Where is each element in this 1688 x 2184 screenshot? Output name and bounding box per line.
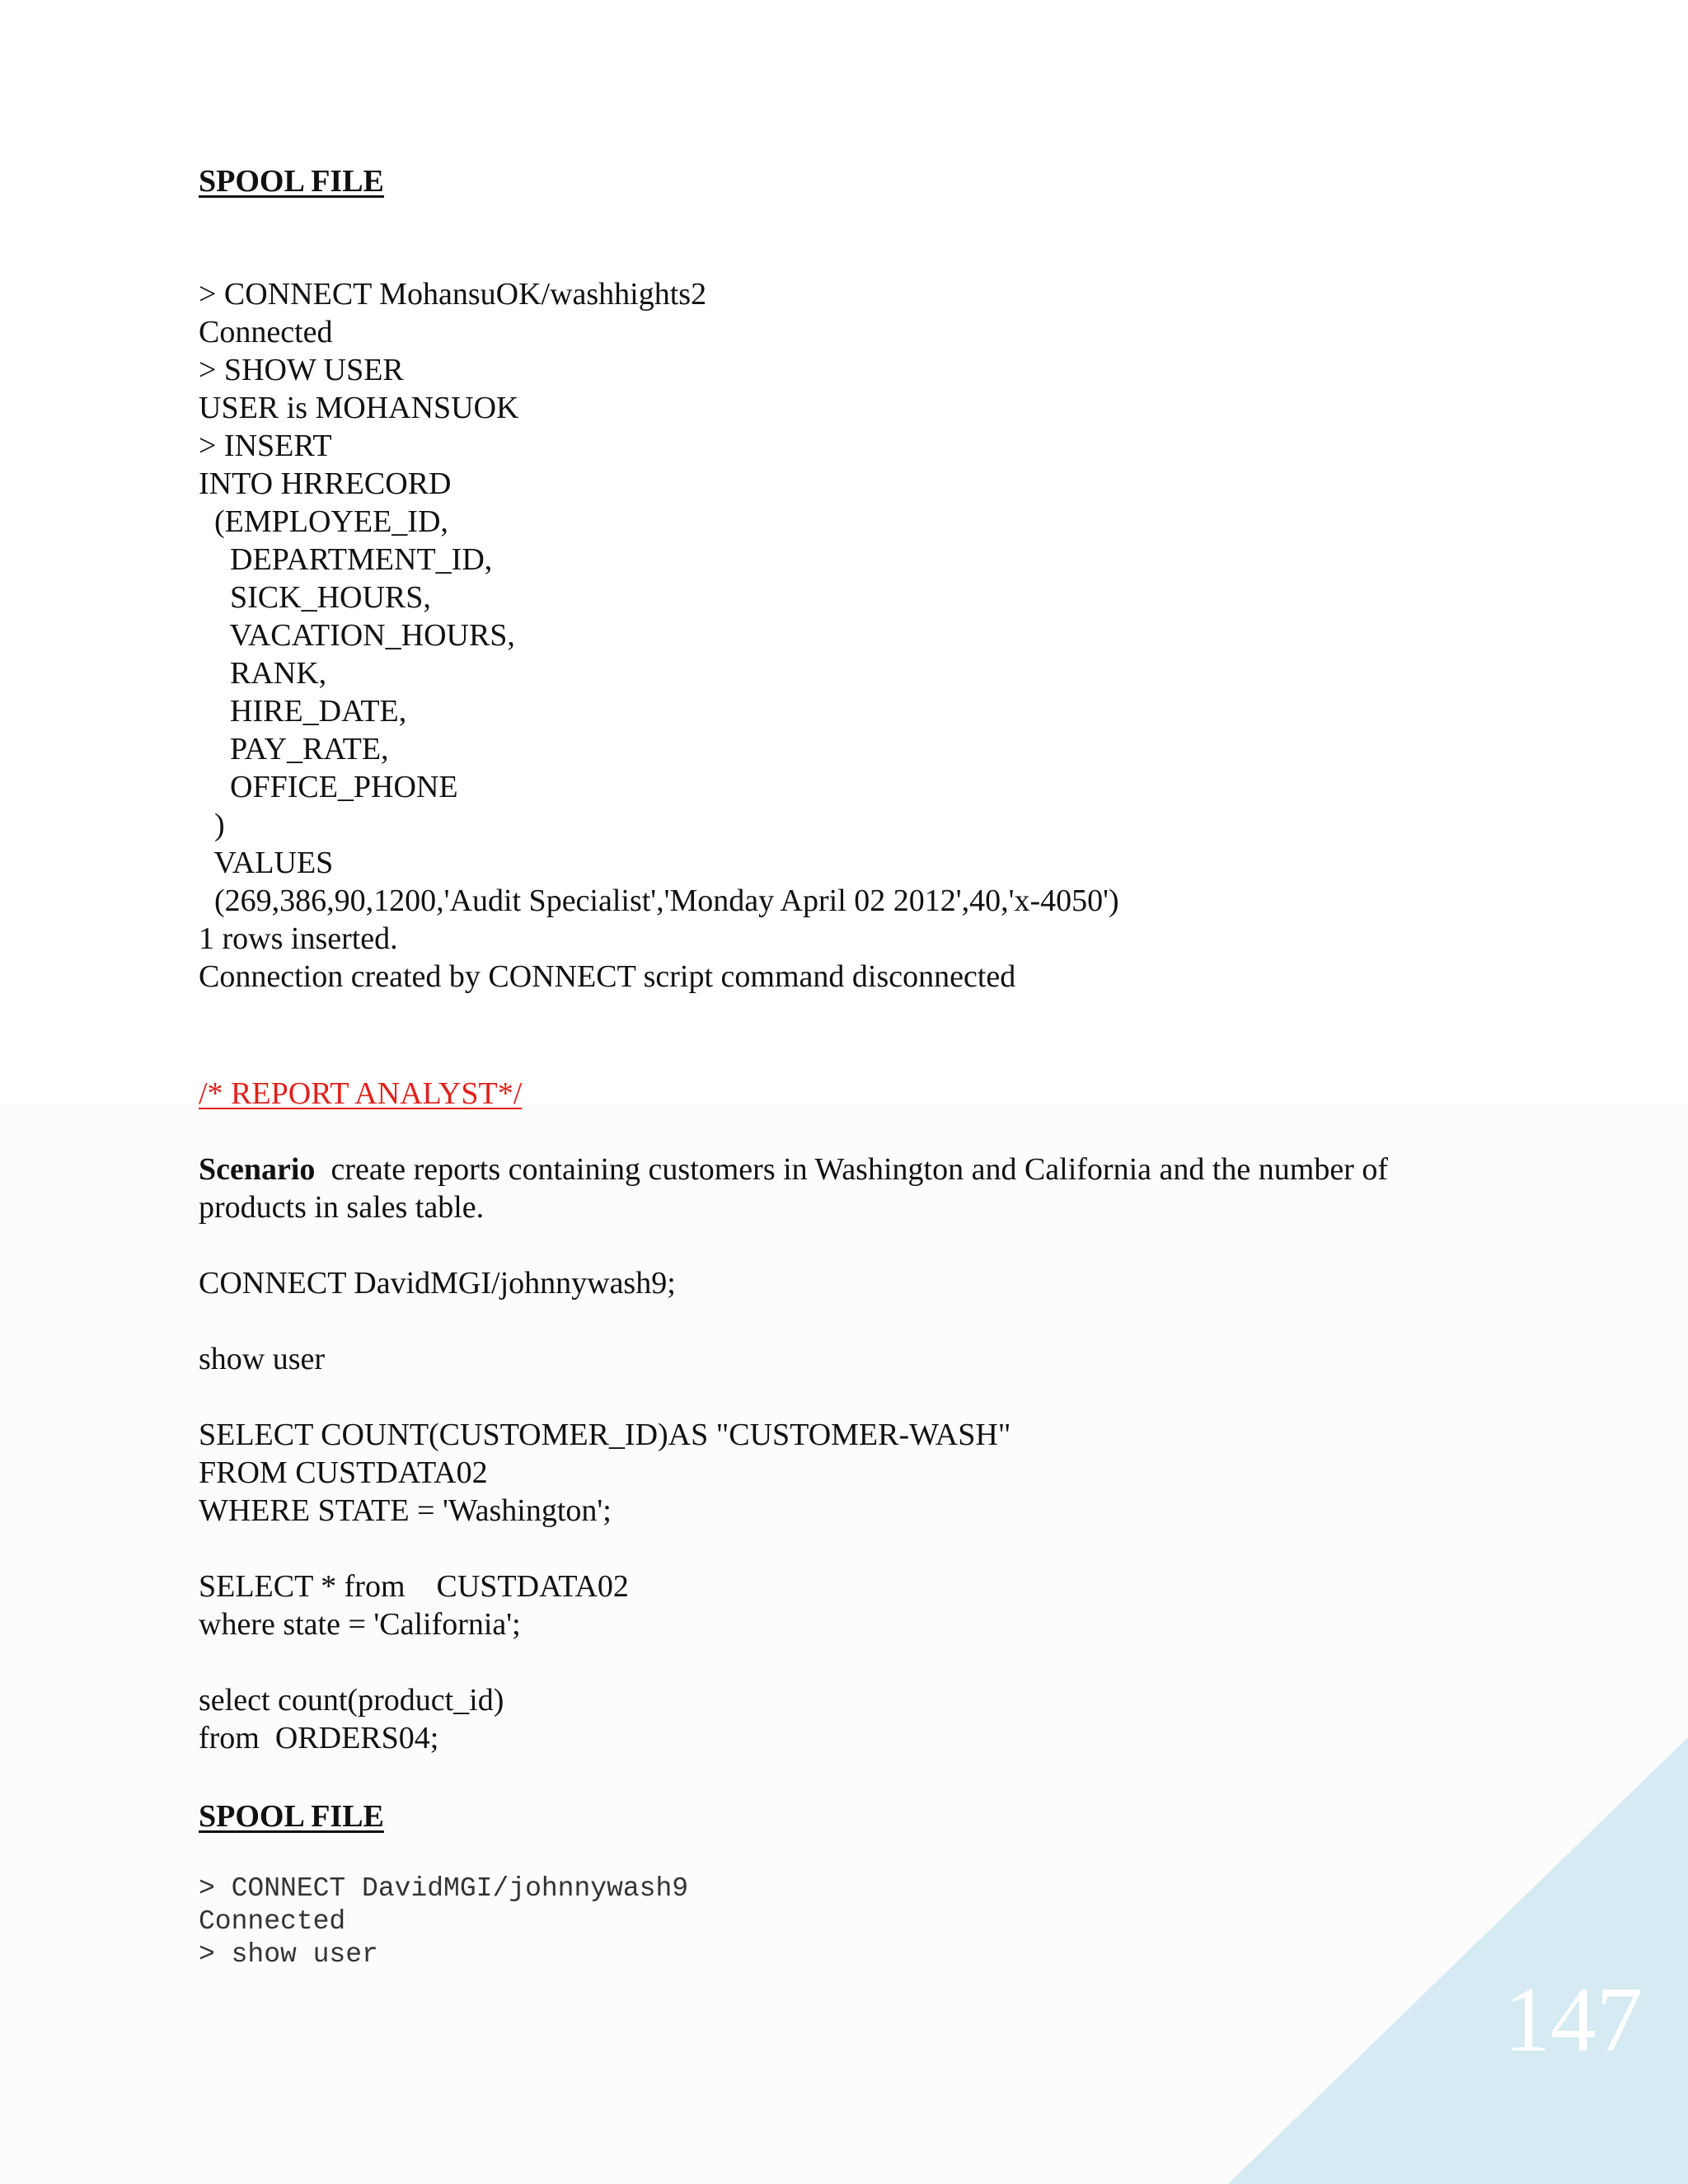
spool-line: DEPARTMENT_ID, <box>199 542 493 577</box>
spool-line: > show user <box>199 1939 378 1970</box>
show-user-statement: show user <box>199 1342 326 1376</box>
scenario-label: Scenario <box>199 1152 316 1187</box>
query-line: select count(product_id) <box>199 1683 504 1718</box>
spool-line: VACATION_HOURS, <box>199 618 515 653</box>
query-line: SELECT COUNT(CUSTOMER_ID)AS "CUSTOMER-WASH" <box>199 1418 1011 1452</box>
scenario-text: create reports containing customers in Washington and California and the number of <box>315 1152 1389 1187</box>
scenario-paragraph <box>199 1151 1388 1188</box>
spool-line: Connection created by CONNECT script command disconnected <box>199 959 1016 994</box>
connect-statement: CONNECT DavidMGI/johnnywash9; <box>199 1266 676 1301</box>
report-analyst-comment: /* REPORT ANALYST*/ <box>199 1076 523 1111</box>
query-line: SELECT * from CUSTDATA02 <box>199 1569 629 1604</box>
spool-line: HIRE_DATE, <box>199 694 407 729</box>
query-line: from ORDERS04; <box>199 1721 439 1755</box>
scenario-text-continued: products in sales table. <box>199 1190 485 1225</box>
spool-line: (EMPLOYEE_ID, <box>199 504 448 539</box>
spool-file-heading-2: SPOOL FILE <box>199 1799 384 1834</box>
spool-line: > INSERT <box>199 429 332 463</box>
query-line: WHERE STATE = 'Washington'; <box>199 1493 612 1528</box>
spool-line: Connected <box>199 315 333 349</box>
spool-line: > SHOW USER <box>199 353 404 387</box>
spool-line: Connected <box>199 1906 346 1937</box>
spool-line: RANK, <box>199 656 327 691</box>
spool-line: OFFICE_PHONE <box>199 770 458 804</box>
spool-line: (269,386,90,1200,'Audit Specialist','Monday April 02 2012',40,'x-4050') <box>199 883 1119 918</box>
spool-line: > CONNECT DavidMGI/johnnywash9 <box>199 1873 689 1904</box>
query-line: where state = 'California'; <box>199 1607 521 1642</box>
spool-line: VALUES <box>199 846 334 880</box>
spool-line: > CONNECT MohansuOK/washhights2 <box>199 277 707 312</box>
spool-line: USER is MOHANSUOK <box>199 391 519 425</box>
spool-file-heading: SPOOL FILE <box>199 164 384 199</box>
spool-line: ) <box>199 808 225 842</box>
query-line: FROM CUSTDATA02 <box>199 1455 488 1490</box>
spool-line: SICK_HOURS, <box>199 580 431 615</box>
page-number: 147 <box>1504 1969 1643 2071</box>
spool-line: INTO HRRECORD <box>199 466 452 501</box>
spool-line: PAY_RATE, <box>199 732 389 766</box>
spool-line: 1 rows inserted. <box>199 921 398 956</box>
